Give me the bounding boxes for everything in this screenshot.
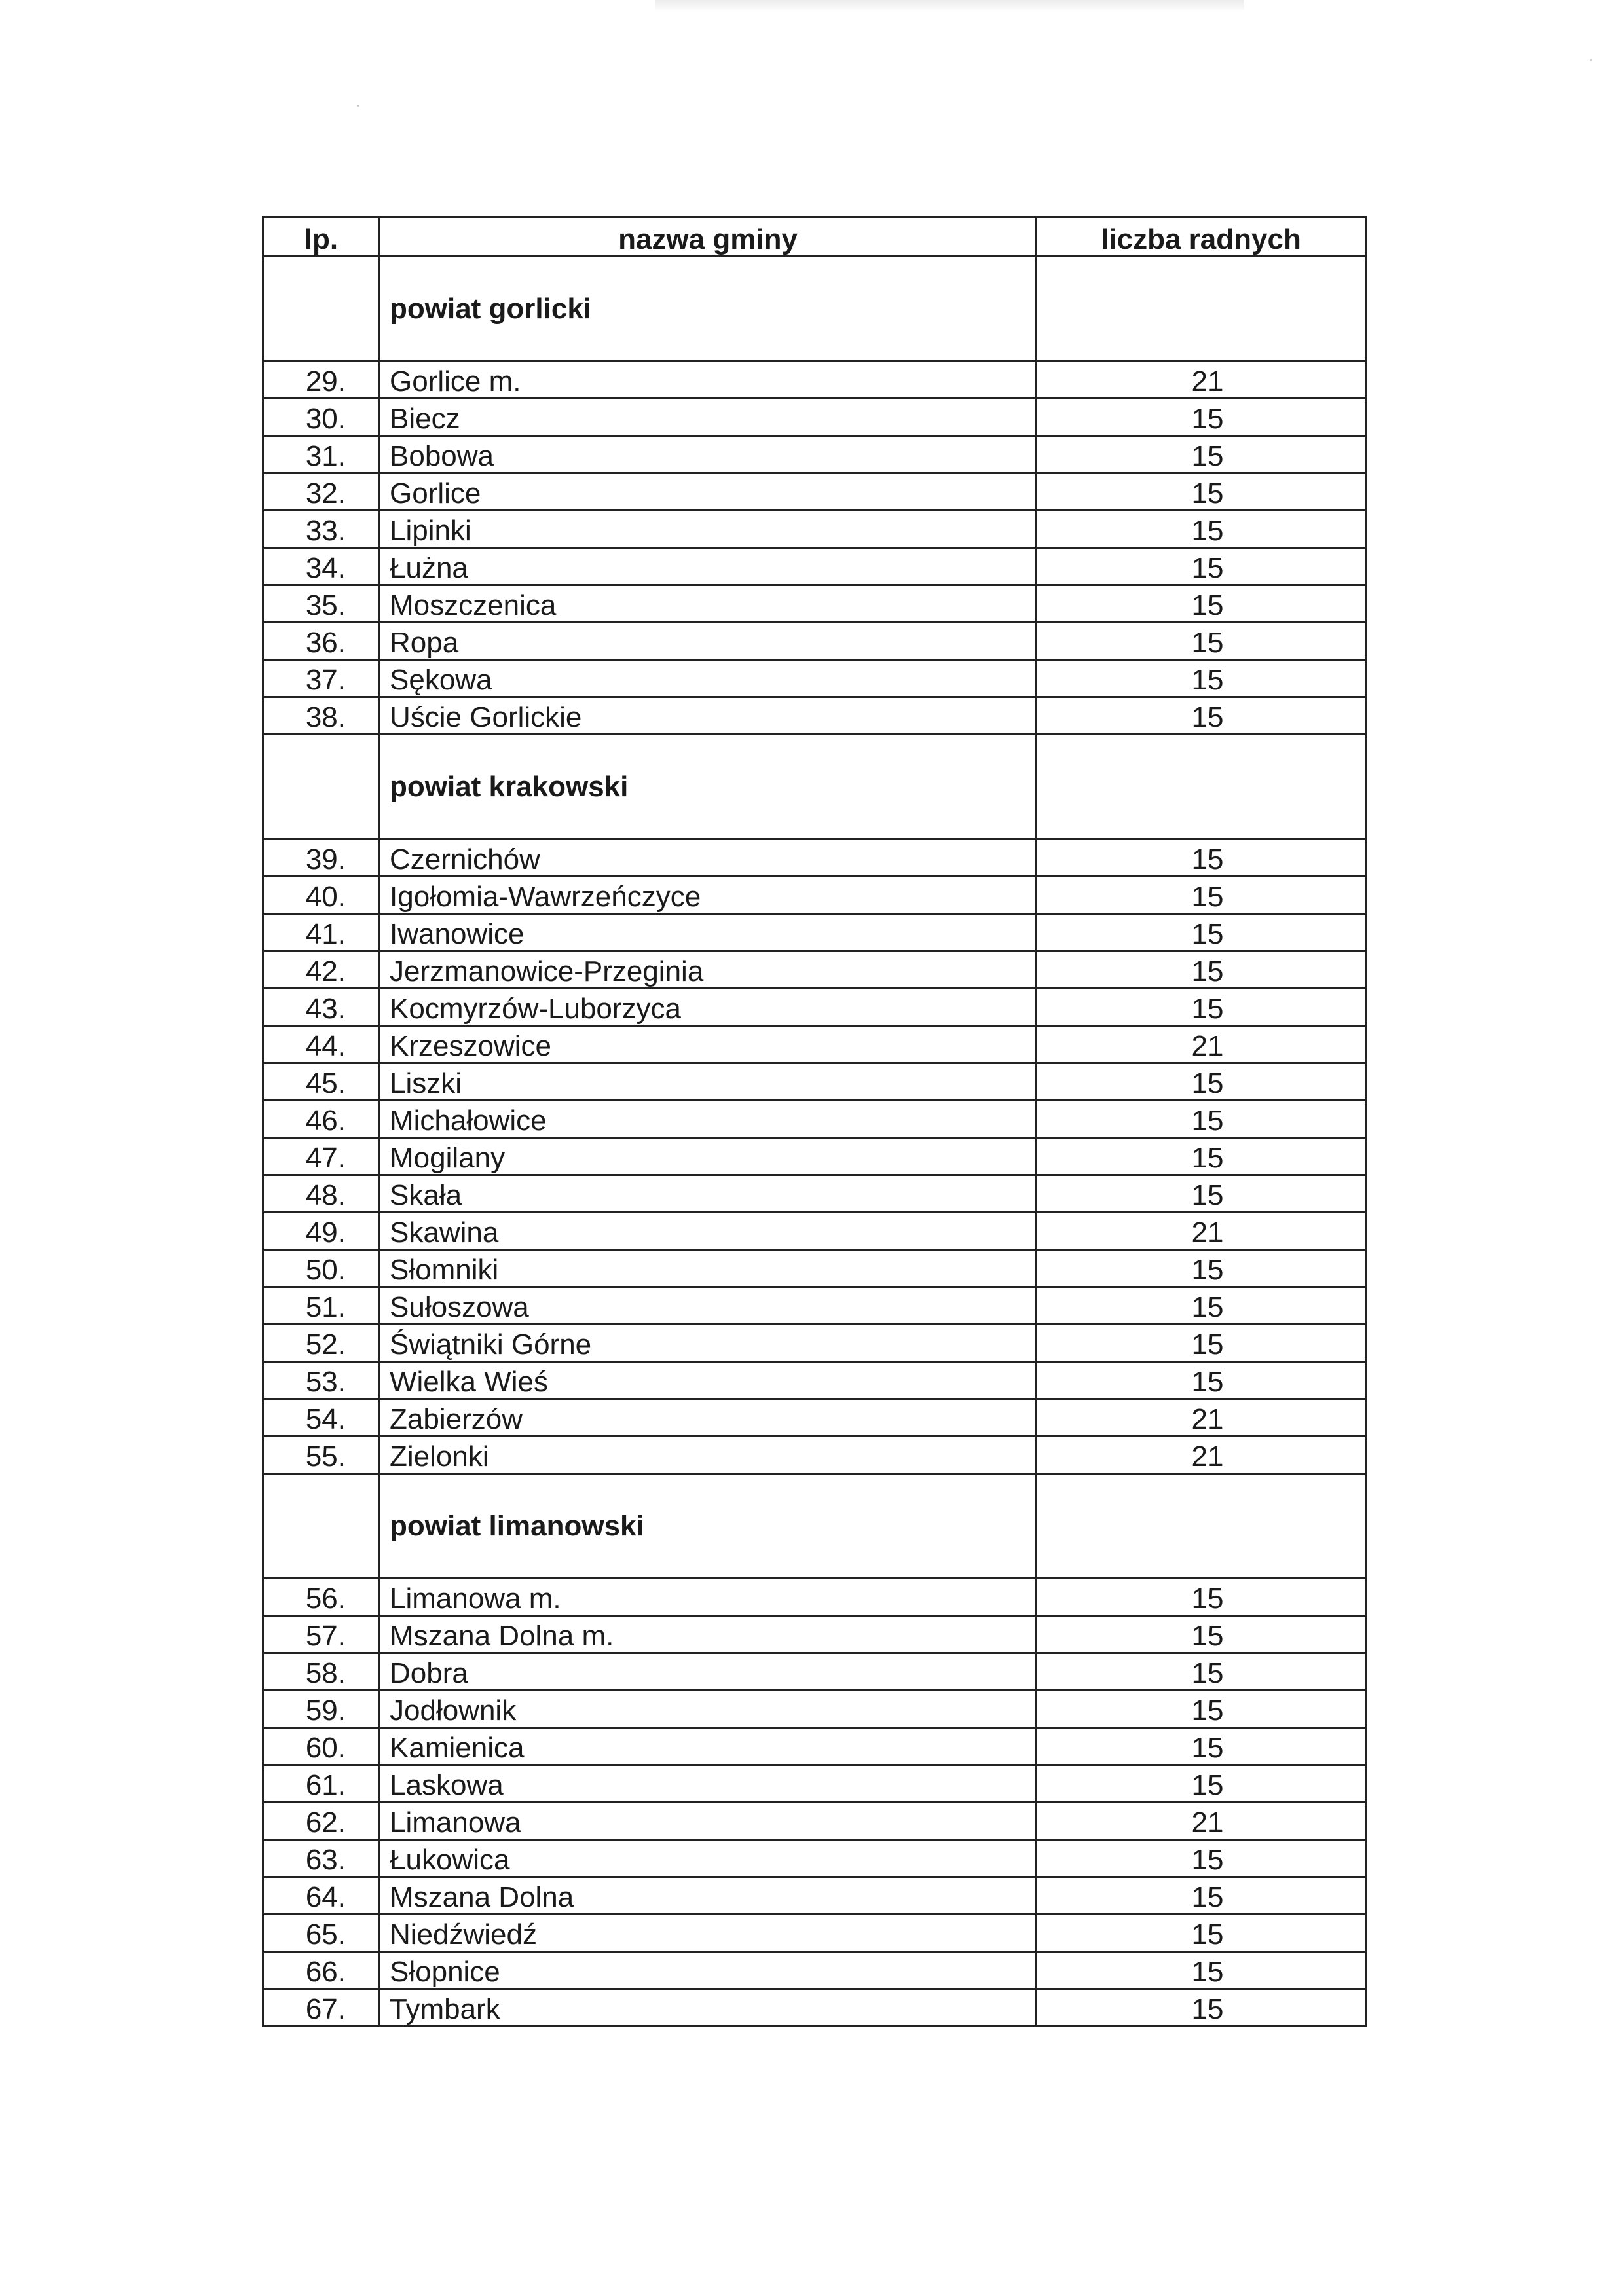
row-municipality-name: Zielonki [380,1437,1037,1474]
row-councillor-count: 15 [1037,511,1366,548]
table-row [263,989,1366,1026]
table-row [263,1989,1366,2027]
councillors-table-container [262,216,1365,2027]
row-municipality-name: Gorlice [380,473,1037,511]
row-municipality-name: Limanowa m. [380,1579,1037,1616]
row-lp: 38. [263,697,380,735]
row-lp: 59. [263,1691,380,1728]
table-row [263,1691,1366,1728]
row-councillor-count: 15 [1037,399,1366,436]
row-lp: 52. [263,1325,380,1362]
table-row [263,399,1366,436]
scan-speck [357,105,359,107]
row-municipality-name: Ropa [380,623,1037,660]
row-municipality-name: Iwanowice [380,914,1037,951]
row-councillor-count: 15 [1037,1287,1366,1325]
row-councillor-count: 15 [1037,914,1366,951]
row-lp: 62. [263,1803,380,1840]
row-councillor-count: 15 [1037,1325,1366,1362]
row-municipality-name: Kocmyrzów-Luborzyca [380,989,1037,1026]
row-municipality-name: Jerzmanowice-Przeginia [380,951,1037,989]
row-councillor-count: 15 [1037,585,1366,623]
section-row [263,735,1366,839]
row-lp: 37. [263,660,380,697]
table-row [263,1803,1366,1840]
row-lp: 61. [263,1765,380,1803]
row-lp: 53. [263,1362,380,1399]
table-row [263,1101,1366,1138]
row-municipality-name: Bobowa [380,436,1037,473]
section-row [263,1474,1366,1579]
row-municipality-name: Słomniki [380,1250,1037,1287]
row-lp: 42. [263,951,380,989]
row-lp: 40. [263,877,380,914]
row-councillor-count: 15 [1037,1175,1366,1213]
section-title: powiat limanowski [380,1474,1037,1579]
row-lp: 35. [263,585,380,623]
row-municipality-name: Jodłownik [380,1691,1037,1728]
table-header-row [263,217,1366,257]
section-lp-cell [263,257,380,361]
row-councillor-count: 15 [1037,697,1366,735]
row-municipality-name: Skawina [380,1213,1037,1250]
row-lp: 39. [263,839,380,877]
table-row [263,1877,1366,1915]
row-lp: 36. [263,623,380,660]
row-lp: 47. [263,1138,380,1175]
row-municipality-name: Tymbark [380,1989,1037,2027]
table-row [263,1579,1366,1616]
row-municipality-name: Kamienica [380,1728,1037,1765]
table-row [263,1325,1366,1362]
row-lp: 34. [263,548,380,585]
row-municipality-name: Skała [380,1175,1037,1213]
section-count-cell [1037,257,1366,361]
row-councillor-count: 15 [1037,623,1366,660]
row-municipality-name: Gorlice m. [380,361,1037,399]
table-row [263,1362,1366,1399]
row-municipality-name: Uście Gorlickie [380,697,1037,735]
row-municipality-name: Świątniki Górne [380,1325,1037,1362]
table-row [263,1728,1366,1765]
row-municipality-name: Sułoszowa [380,1287,1037,1325]
table-row [263,1765,1366,1803]
row-municipality-name: Mogilany [380,1138,1037,1175]
row-councillor-count: 15 [1037,1728,1366,1765]
scan-speck [1590,59,1592,61]
table-row [263,839,1366,877]
table-row [263,548,1366,585]
table-row [263,1063,1366,1101]
row-municipality-name: Biecz [380,399,1037,436]
row-municipality-name: Lipinki [380,511,1037,548]
row-municipality-name: Niedźwiedź [380,1915,1037,1952]
row-municipality-name: Słopnice [380,1952,1037,1989]
row-councillor-count: 15 [1037,1138,1366,1175]
table-row [263,1213,1366,1250]
table-row [263,585,1366,623]
table-row [263,1616,1366,1653]
row-lp: 58. [263,1653,380,1691]
row-lp: 48. [263,1175,380,1213]
table-row [263,1653,1366,1691]
councillors-table [262,216,1367,2027]
row-councillor-count: 15 [1037,548,1366,585]
row-councillor-count: 21 [1037,1803,1366,1840]
row-lp: 65. [263,1915,380,1952]
row-lp: 56. [263,1579,380,1616]
row-councillor-count: 15 [1037,1877,1366,1915]
row-municipality-name: Laskowa [380,1765,1037,1803]
row-lp: 49. [263,1213,380,1250]
table-row [263,660,1366,697]
row-lp: 46. [263,1101,380,1138]
row-municipality-name: Mszana Dolna m. [380,1616,1037,1653]
row-councillor-count: 21 [1037,361,1366,399]
row-councillor-count: 15 [1037,877,1366,914]
table-body [263,257,1366,2027]
row-lp: 51. [263,1287,380,1325]
row-lp: 55. [263,1437,380,1474]
row-municipality-name: Łużna [380,548,1037,585]
row-lp: 29. [263,361,380,399]
row-lp: 43. [263,989,380,1026]
table-row [263,511,1366,548]
row-municipality-name: Limanowa [380,1803,1037,1840]
row-municipality-name: Zabierzów [380,1399,1037,1437]
row-municipality-name: Igołomia-Wawrzeńczyce [380,877,1037,914]
row-municipality-name: Krzeszowice [380,1026,1037,1063]
table-row [263,914,1366,951]
row-lp: 57. [263,1616,380,1653]
row-lp: 50. [263,1250,380,1287]
row-councillor-count: 21 [1037,1399,1366,1437]
row-municipality-name: Michałowice [380,1101,1037,1138]
section-lp-cell [263,735,380,839]
table-row [263,1840,1366,1877]
row-councillor-count: 15 [1037,436,1366,473]
table-row [263,1250,1366,1287]
section-count-cell [1037,735,1366,839]
section-row [263,257,1366,361]
row-councillor-count: 15 [1037,1579,1366,1616]
table-row [263,1026,1366,1063]
row-councillor-count: 15 [1037,473,1366,511]
row-municipality-name: Czernichów [380,839,1037,877]
row-municipality-name: Dobra [380,1653,1037,1691]
row-councillor-count: 15 [1037,951,1366,989]
row-lp: 33. [263,511,380,548]
header-count: liczba radnych [1037,217,1366,257]
section-count-cell [1037,1474,1366,1579]
row-municipality-name: Wielka Wieś [380,1362,1037,1399]
header-name: nazwa gminy [380,217,1037,257]
row-councillor-count: 21 [1037,1213,1366,1250]
row-councillor-count: 15 [1037,1952,1366,1989]
table-row [263,1952,1366,1989]
row-councillor-count: 15 [1037,1362,1366,1399]
table-row [263,473,1366,511]
row-councillor-count: 15 [1037,1915,1366,1952]
table-row [263,1399,1366,1437]
table-row [263,623,1366,660]
row-councillor-count: 15 [1037,1250,1366,1287]
section-title: powiat gorlicki [380,257,1037,361]
scan-edge-shadow [655,0,1244,12]
section-title: powiat krakowski [380,735,1037,839]
row-councillor-count: 15 [1037,1101,1366,1138]
row-municipality-name: Sękowa [380,660,1037,697]
row-councillor-count: 15 [1037,1616,1366,1653]
row-councillor-count: 15 [1037,1765,1366,1803]
row-lp: 41. [263,914,380,951]
table-row [263,1287,1366,1325]
row-municipality-name: Moszczenica [380,585,1037,623]
row-lp: 45. [263,1063,380,1101]
table-row [263,951,1366,989]
table-row [263,697,1366,735]
row-councillor-count: 15 [1037,1840,1366,1877]
row-councillor-count: 15 [1037,989,1366,1026]
row-municipality-name: Liszki [380,1063,1037,1101]
row-lp: 30. [263,399,380,436]
row-councillor-count: 21 [1037,1437,1366,1474]
row-lp: 54. [263,1399,380,1437]
row-lp: 67. [263,1989,380,2027]
row-councillor-count: 15 [1037,1653,1366,1691]
row-councillor-count: 15 [1037,1691,1366,1728]
row-councillor-count: 15 [1037,1989,1366,2027]
table-row [263,877,1366,914]
table-row [263,361,1366,399]
row-councillor-count: 15 [1037,660,1366,697]
row-lp: 32. [263,473,380,511]
row-lp: 44. [263,1026,380,1063]
row-lp: 63. [263,1840,380,1877]
row-lp: 64. [263,1877,380,1915]
table-row [263,1175,1366,1213]
row-municipality-name: Łukowica [380,1840,1037,1877]
row-councillor-count: 15 [1037,839,1366,877]
table-row [263,1915,1366,1952]
section-lp-cell [263,1474,380,1579]
table-row [263,436,1366,473]
row-lp: 66. [263,1952,380,1989]
row-lp: 60. [263,1728,380,1765]
row-municipality-name: Mszana Dolna [380,1877,1037,1915]
row-councillor-count: 15 [1037,1063,1366,1101]
table-row [263,1437,1366,1474]
table-row [263,1138,1366,1175]
row-councillor-count: 21 [1037,1026,1366,1063]
header-lp: lp. [263,217,380,257]
row-lp: 31. [263,436,380,473]
